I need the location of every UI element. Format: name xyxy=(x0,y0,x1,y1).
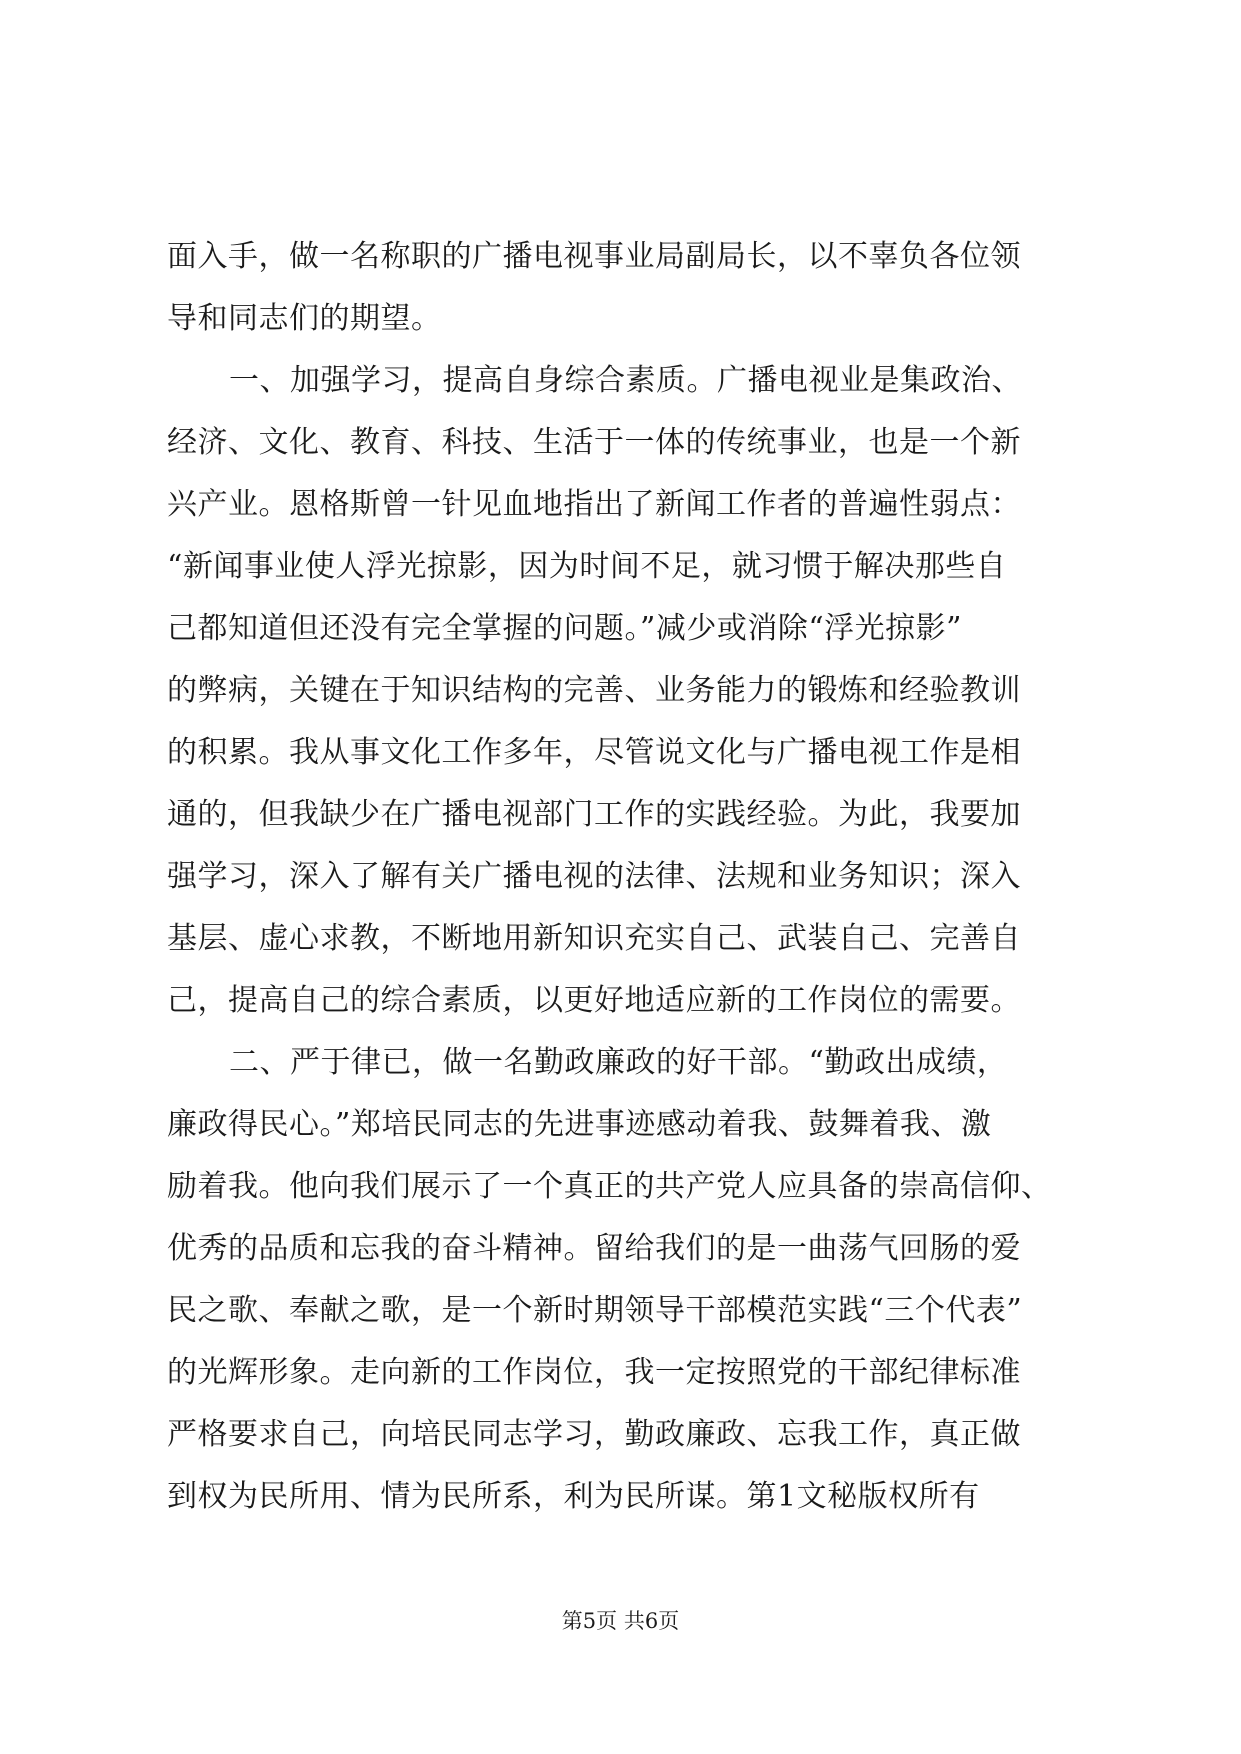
body-text xyxy=(167,226,1087,1528)
text-line: 经济、文化、教育、科技、生活于一体的传统事业，也是一个新 xyxy=(167,425,1021,460)
text-line: 严格要求自己，向培民同志学习，勤政廉政、忘我工作，真正做 xyxy=(167,1417,1021,1452)
text-line: 到权为民所用、情为民所系，利为民所谋。第1文秘版权所有 xyxy=(167,1479,980,1514)
text-line: 己都知道但还没有完全掌握的问题。”减少或消除“浮光掠影” xyxy=(167,611,963,646)
paragraph-start-line: 二、严于律已，做一名勤政廉政的好干部。“勤政出成绩， xyxy=(229,1045,1008,1080)
text-line: 强学习，深入了解有关广播电视的法律、法规和业务知识；深入 xyxy=(167,859,1021,894)
paragraph-start-line: 一、加强学习，提高自身综合素质。广播电视业是集政治、 xyxy=(229,363,1022,398)
text-line: “新闻事业使人浮光掠影，因为时间不足，就习惯于解决那些自 xyxy=(167,549,1007,584)
text-line: 优秀的品质和忘我的奋斗精神。留给我们的是一曲荡气回肠的爱 xyxy=(167,1231,1021,1266)
text-line: 的弊病，关键在于知识结构的完善、业务能力的锻炼和经验教训 xyxy=(167,673,1021,708)
text-line: 的光辉形象。走向新的工作岗位，我一定按照党的干部纪律标准 xyxy=(167,1355,1021,1390)
text-line: 面入手，做一名称职的广播电视事业局副局长，以不辜负各位领 xyxy=(167,239,1021,274)
text-line: 的积累。我从事文化工作多年，尽管说文化与广播电视工作是相 xyxy=(167,735,1021,770)
text-line: 导和同志们的期望。 xyxy=(167,301,442,336)
text-line: 通的，但我缺少在广播电视部门工作的实践经验。为此，我要加 xyxy=(167,797,1021,832)
text-line: 廉政得民心。”郑培民同志的先进事迹感动着我、鼓舞着我、激 xyxy=(167,1107,992,1142)
text-line: 基层、虚心求教，不断地用新知识充实自己、武装自己、完善自 xyxy=(167,921,1021,956)
page-number-footer: 第5页 共6页 xyxy=(561,1609,680,1633)
text-line: 民之歌、奉献之歌，是一个新时期领导干部模范实践“三个代表” xyxy=(167,1293,1023,1328)
text-line: 兴产业。恩格斯曾一针见血地指出了新闻工作者的普遍性弱点： xyxy=(167,487,1021,522)
text-line: 励着我。他向我们展示了一个真正的共产党人应具备的崇高信仰、 xyxy=(167,1169,1052,1204)
text-line: 己，提高自己的综合素质，以更好地适应新的工作岗位的需要。 xyxy=(167,983,1021,1018)
